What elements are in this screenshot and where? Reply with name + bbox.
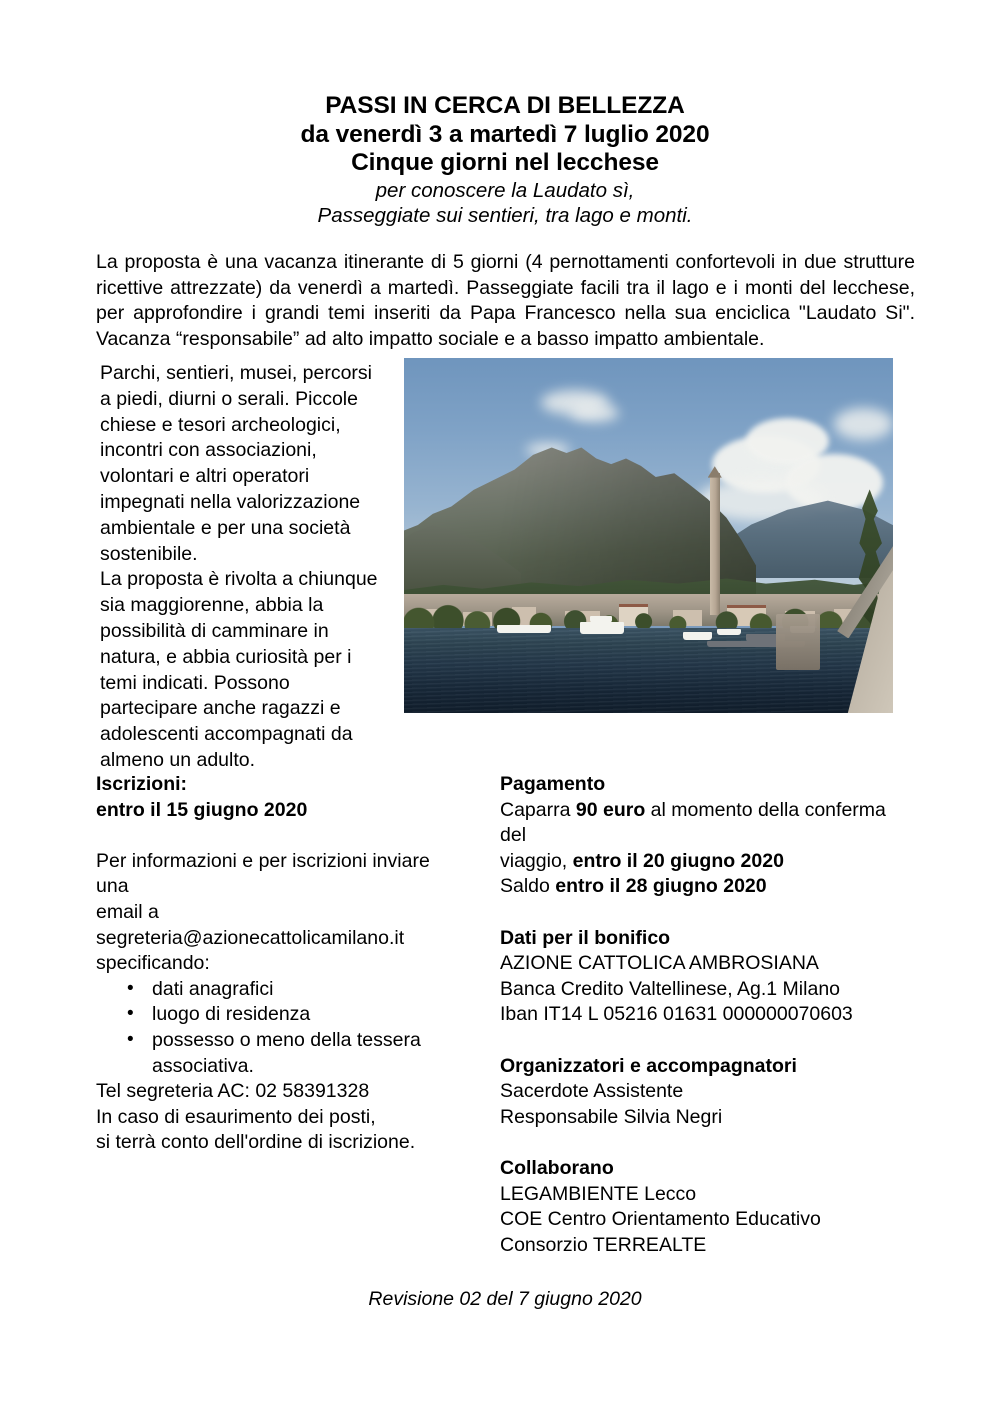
registration-note-line-1: In caso di esaurimento dei posti, bbox=[96, 1105, 376, 1128]
registration-deadline: entro il 15 giugno 2020 bbox=[96, 798, 308, 821]
list-item: • dati anagrafici bbox=[96, 977, 466, 1003]
intro-paragraph: La proposta è una vacanza itinerante di 5 giorni (4 pernottamenti confortevoli in due strutture ricettive attrezzate) da venerdì a martedì. Passeggiate facili tra il lago e i monti del lecchese, per approfondire i grandi temi inseriti da Papa Francesco nella sua enciclica "Laudato Si". Vacanza “responsabile” ad alto impatto sociale e a basso impatto ambientale. bbox=[96, 251, 915, 350]
cloud-icon bbox=[570, 404, 619, 422]
organizer-item: Sacerdote Assistente bbox=[500, 1080, 684, 1103]
tagline-line-1: per conoscere la Laudato sì, bbox=[375, 178, 635, 202]
payment-deposit-amount: 90 euro bbox=[575, 798, 646, 821]
organizer-item: Responsabile Silvia Negri bbox=[500, 1105, 723, 1128]
spacer bbox=[500, 1130, 915, 1156]
payment-deposit-deadline-line bbox=[500, 849, 915, 875]
description-paragraph-2: La proposta è rivolta a chiunque sia maggiorenne, abbia la possibilità di camminare in natura, e abbia curiosità per i temi indicati. Possono partecipare anche ragazzi e adolescenti accompagnati da almeno un adulto. bbox=[100, 568, 378, 771]
boat bbox=[580, 622, 624, 634]
cloud-icon bbox=[834, 408, 893, 440]
payment-deposit-deadline-prefix: viaggio, bbox=[500, 849, 573, 872]
registration-info-line-3: specificando: bbox=[96, 952, 210, 975]
description-column bbox=[100, 361, 385, 774]
payment-heading: Pagamento bbox=[500, 773, 606, 795]
payment-deposit-suffix: al momento della conferma del bbox=[500, 798, 886, 847]
bank-iban: Iban IT14 L 05216 01631 000000070603 bbox=[500, 1003, 853, 1026]
payment-deposit-line bbox=[500, 798, 915, 849]
registration-note-line-2: si terrà conto dell'ordine di iscrizione. bbox=[96, 1131, 416, 1154]
bank-details-heading: Dati per il bonifico bbox=[500, 926, 671, 949]
registration-column bbox=[96, 772, 466, 1156]
registration-phone-line[interactable]: Tel segreteria AC: 02 58391328 bbox=[96, 1080, 370, 1103]
registration-info-line-1: Per informazioni e per iscrizioni inviare una bbox=[96, 849, 430, 898]
boat bbox=[717, 629, 741, 635]
registration-requirements-list bbox=[96, 977, 466, 1079]
payment-balance-deadline: entro il 28 giugno 2020 bbox=[555, 875, 767, 898]
payment-deposit-prefix: Caparra bbox=[500, 798, 576, 821]
spacer bbox=[96, 823, 466, 849]
payment-column bbox=[500, 772, 915, 1258]
boat bbox=[590, 616, 612, 623]
list-item: • luogo di residenza bbox=[96, 1002, 466, 1028]
registration-email-line[interactable]: email a segreteria@azionecattolicamilano.it bbox=[96, 900, 405, 949]
spacer bbox=[500, 900, 915, 926]
boat bbox=[683, 632, 712, 640]
bank-name: Banca Credito Valtellinese, Ag.1 Milano bbox=[500, 977, 841, 1000]
title-block bbox=[96, 92, 914, 228]
mid-section bbox=[96, 358, 914, 771]
organizers-heading: Organizzatori e accompagnatori bbox=[500, 1054, 797, 1077]
bell-tower bbox=[710, 473, 720, 615]
payment-balance-line bbox=[500, 874, 915, 900]
bank-account-holder: AZIONE CATTOLICA AMBROSIANA bbox=[500, 952, 819, 975]
collaborator-item: COE Centro Orientamento Educativo bbox=[500, 1208, 821, 1231]
collaborator-item: LEGAMBIENTE Lecco bbox=[500, 1182, 697, 1205]
spacer bbox=[500, 1028, 915, 1054]
revision-footer: Revisione 02 del 7 giugno 2020 bbox=[368, 1288, 642, 1310]
description-paragraph-1: Parchi, sentieri, musei, percorsi a piedi, diurni o serali. Piccole chiese e tesori archeologici, incontri con associazioni, volontari e altri operatori impegnati nella valorizzazione ambientale e per una società sostenibile. bbox=[100, 362, 373, 565]
collaborator-item: Consorzio TERREALTE bbox=[500, 1233, 707, 1256]
list-item: • possesso o meno della tessera associativa. bbox=[96, 1028, 466, 1079]
photo-breakwater bbox=[776, 614, 820, 671]
page-title: PASSI IN CERCA DI BELLEZZA bbox=[325, 92, 685, 119]
title-subtitle: Cinque giorni nel lecchese bbox=[351, 149, 659, 176]
collaborators-heading: Collaborano bbox=[500, 1156, 614, 1179]
lake-lecco-photo bbox=[404, 358, 893, 713]
registration-heading: Iscrizioni: bbox=[96, 773, 188, 795]
title-dates: da venerdì 3 a martedì 7 luglio 2020 bbox=[300, 120, 710, 148]
payment-deposit-deadline: entro il 20 giugno 2020 bbox=[572, 849, 784, 872]
tagline-line-2: Passeggiate sui sentieri, tra lago e monti. bbox=[317, 203, 693, 227]
boat bbox=[497, 625, 551, 634]
payment-balance-prefix: Saldo bbox=[500, 875, 556, 898]
